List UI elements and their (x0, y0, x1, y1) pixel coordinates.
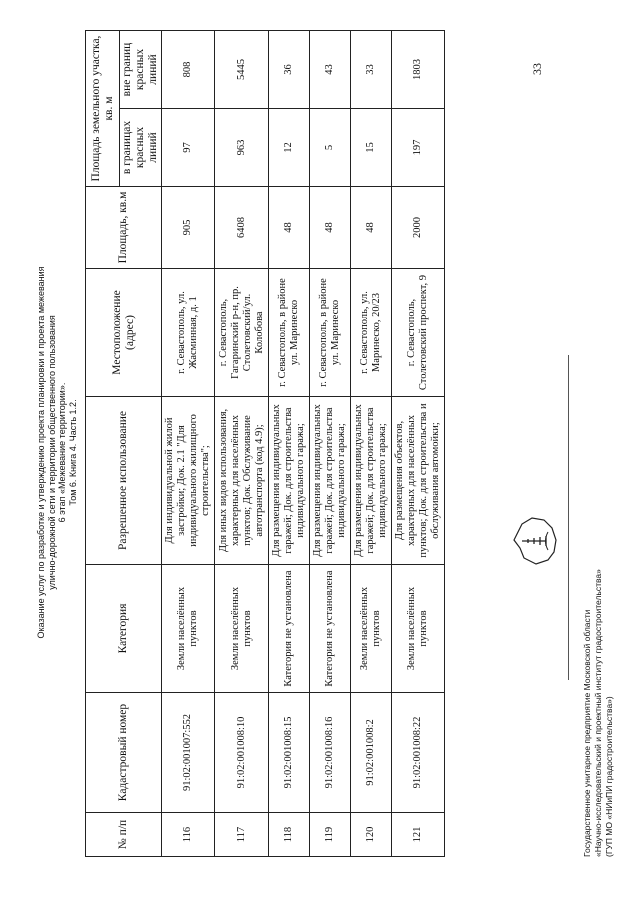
cell-location: г. Севастополь, в районе ул. Маринеско (268, 269, 309, 397)
cell-cadastral: 91:02:001008:2 (350, 693, 391, 813)
table-row (391, 31, 444, 857)
cell-inside: 97 (162, 109, 215, 187)
cell-cadastral: 91:02:001008:10 (215, 693, 268, 813)
header-location: Местоположение (адрес) (86, 269, 162, 397)
cell-category: Категория не установлена (268, 565, 309, 693)
table-row (268, 31, 309, 857)
cell-cadastral: 91:02:001008:22 (391, 693, 444, 813)
cell-outside: 5445 (215, 31, 268, 109)
cell-area: 48 (350, 187, 391, 269)
cell-category: Категория не установлена (309, 565, 350, 693)
cell-inside: 15 (350, 109, 391, 187)
header-cadastral: Кадастровый номер (86, 693, 162, 813)
cell-permitted-use: Для индивидуальной жилой застройки; Док. 2.1 "Для индивидуального жилищного строительства"; (162, 397, 215, 565)
table-row (350, 31, 391, 857)
cell-area: 48 (268, 187, 309, 269)
header-line-1: Оказание услуг по разработке и утверждению проекта планировки и проекта межевания (36, 266, 46, 639)
header-land-area: Площадь земельного участка, кв. м (86, 31, 120, 187)
cell-permitted-use: Для размещения объектов, характерных для населённых пунктов; Док. для строительства и обслуживания автомойки; (391, 397, 444, 565)
cell-outside: 43 (309, 31, 350, 109)
cell-outside: 33 (350, 31, 391, 109)
cell-inside: 5 (309, 109, 350, 187)
cell-area: 2000 (391, 187, 444, 269)
cell-permitted-use: Для размещения индивидуальных гаражей; Док. для строительства индивидуального гаража; (350, 397, 391, 565)
header-line-2: улично-дорожной сети и территории общественного пользования (46, 315, 57, 590)
cell-category: Земли населённых пунктов (162, 565, 215, 693)
cell-location: г. Севастополь, ул. Жасминная, д. 1 (162, 269, 215, 397)
cell-inside: 12 (268, 109, 309, 187)
header-line-3: 6 этап «Межевание территории». (57, 382, 67, 523)
cell-cadastral: 91:02:001007:552 (162, 693, 215, 813)
cell-area: 48 (309, 187, 350, 269)
cell-permitted-use: Для иных видов использования, характерных для населённых пунктов; Док. Обслуживание автотранспорта (код 4.9); (215, 397, 268, 565)
cell-category: Земли населённых пунктов (350, 565, 391, 693)
cell-num: 116 (162, 813, 215, 857)
footer-line-3: (ГУП МО «НИиПИ градостроительства») (604, 696, 614, 857)
cell-area: 905 (162, 187, 215, 269)
header-area: Площадь, кв.м (86, 187, 162, 269)
table-row (162, 31, 215, 857)
table-row (309, 31, 350, 857)
cell-num: 119 (309, 813, 350, 857)
cell-num: 121 (391, 813, 444, 857)
cell-location: г. Севастополь, Гагаринский р-н, пр. Столетовский/ул. Колобова (215, 269, 268, 397)
footer-divider (568, 355, 569, 680)
cell-inside: 197 (391, 109, 444, 187)
cell-permitted-use: Для размещения индивидуальных гаражей; Док. для строительства индивидуального гаража; (268, 397, 309, 565)
header-category: Категория (86, 565, 162, 693)
cell-outside: 808 (162, 31, 215, 109)
header-line-4: Том 6. Книга 4. Часть 1.2. (67, 399, 78, 506)
cell-num: 117 (215, 813, 268, 857)
cell-cadastral: 91:02:001008:16 (309, 693, 350, 813)
cell-area: 6408 (215, 187, 268, 269)
cell-permitted-use: Для размещения индивидуальных гаражей; Док. для строительства индивидуального гаража; (309, 397, 350, 565)
cell-outside: 36 (268, 31, 309, 109)
document-footer (582, 297, 615, 857)
cell-category: Земли населённых пунктов (391, 565, 444, 693)
table-row (215, 31, 268, 857)
cell-category: Земли населённых пунктов (215, 565, 268, 693)
cell-location: г. Севастополь, ул. Маринеско, 20/23 (350, 269, 391, 397)
cell-outside: 1803 (391, 31, 444, 109)
document-header (36, 0, 78, 905)
page-number: 33 (530, 63, 544, 75)
cell-location: г. Севастополь, в районе ул. Маринеско (309, 269, 350, 397)
cell-num: 120 (350, 813, 391, 857)
institute-logo-icon (510, 512, 562, 570)
cell-cadastral: 91:02:001008:15 (268, 693, 309, 813)
footer-line-2: «Научно-исследовательский и проектный институт градостроительства» (593, 569, 603, 857)
cell-inside: 963 (215, 109, 268, 187)
header-num: № п/п (86, 813, 162, 857)
header-inside-red-lines: в границах красных линий (120, 109, 162, 187)
cell-location: г. Севастополь, Столетовский проспект, 9 (391, 269, 444, 397)
header-outside-red-lines: вне границ красных линий (120, 31, 162, 109)
header-permitted-use: Разрешенное использование (86, 397, 162, 565)
cell-num: 118 (268, 813, 309, 857)
footer-line-1: Государственное унитарное предприятие Московской области (582, 609, 592, 857)
land-plots-table (85, 30, 445, 857)
